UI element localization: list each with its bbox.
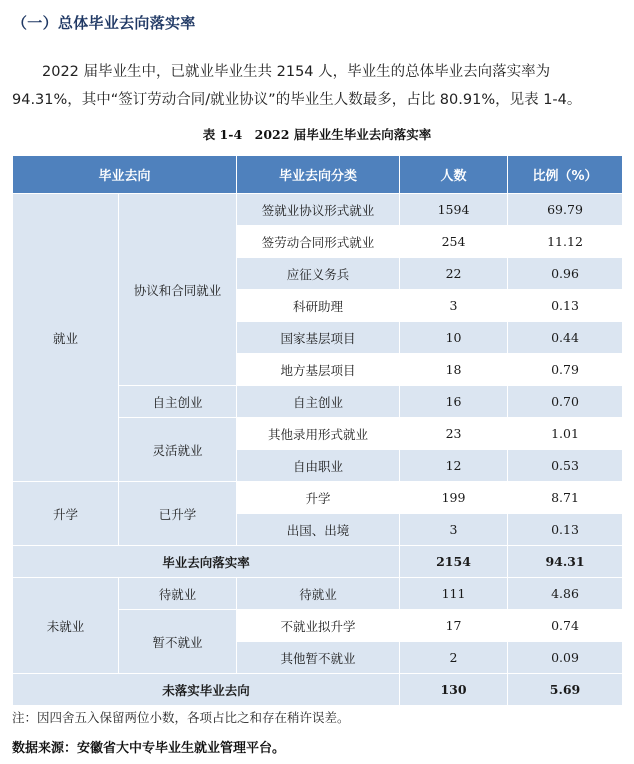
summary-count: 2154 xyxy=(400,546,508,578)
row-category: 科研助理 xyxy=(237,290,400,322)
row-ratio: 8.71 xyxy=(508,482,623,514)
row-category: 升学 xyxy=(237,482,400,514)
group-employed: 就业 xyxy=(13,194,119,482)
header-ratio: 比例（%） xyxy=(508,156,623,194)
table-row xyxy=(13,194,623,226)
row-count: 10 xyxy=(400,322,508,354)
row-ratio: 1.01 xyxy=(508,418,623,450)
section-heading: （一）总体毕业去向落实率 xyxy=(12,14,196,32)
placement-table xyxy=(12,155,623,706)
group-not-yet: 暂不就业 xyxy=(119,610,237,674)
summary-row-unplaced xyxy=(13,674,623,706)
row-ratio: 0.79 xyxy=(508,354,623,386)
row-count: 254 xyxy=(400,226,508,258)
row-category: 其他暂不就业 xyxy=(237,642,400,674)
row-count: 22 xyxy=(400,258,508,290)
row-ratio: 0.70 xyxy=(508,386,623,418)
row-category: 出国、出境 xyxy=(237,514,400,546)
row-count: 2 xyxy=(400,642,508,674)
row-category: 其他录用形式就业 xyxy=(237,418,400,450)
row-count: 111 xyxy=(400,578,508,610)
table-caption: 表 1-4 2022 届毕业生毕业去向落实率 xyxy=(202,127,432,142)
row-ratio: 4.86 xyxy=(508,578,623,610)
row-count: 23 xyxy=(400,418,508,450)
header-destination: 毕业去向 xyxy=(13,156,237,194)
row-count: 3 xyxy=(400,514,508,546)
row-ratio: 0.74 xyxy=(508,610,623,642)
row-category: 签就业协议形式就业 xyxy=(237,194,400,226)
row-category: 国家基层项目 xyxy=(237,322,400,354)
row-count: 18 xyxy=(400,354,508,386)
row-category: 签劳动合同形式就业 xyxy=(237,226,400,258)
row-ratio: 0.44 xyxy=(508,322,623,354)
row-category: 不就业拟升学 xyxy=(237,610,400,642)
row-ratio: 0.13 xyxy=(508,514,623,546)
group-contract: 协议和合同就业 xyxy=(119,194,237,386)
table-header-row xyxy=(13,156,623,194)
row-count: 16 xyxy=(400,386,508,418)
row-count: 3 xyxy=(400,290,508,322)
header-category: 毕业去向分类 xyxy=(237,156,400,194)
summary-ratio: 5.69 xyxy=(508,674,623,706)
row-ratio: 0.53 xyxy=(508,450,623,482)
row-category: 应征义务兵 xyxy=(237,258,400,290)
summary-label: 未落实毕业去向 xyxy=(13,674,400,706)
row-ratio: 0.13 xyxy=(508,290,623,322)
row-ratio: 0.96 xyxy=(508,258,623,290)
row-count: 12 xyxy=(400,450,508,482)
data-source: 数据来源：安徽省大中专毕业生就业管理平台。 xyxy=(12,741,286,756)
header-count: 人数 xyxy=(400,156,508,194)
row-count: 1594 xyxy=(400,194,508,226)
group-waiting: 待就业 xyxy=(119,578,237,610)
group-enrolled: 已升学 xyxy=(119,482,237,546)
row-category: 自主创业 xyxy=(237,386,400,418)
group-flexible: 灵活就业 xyxy=(119,418,237,482)
row-category: 地方基层项目 xyxy=(237,354,400,386)
summary-paragraph: 2022 届毕业生中，已就业毕业生共 2154 人，毕业生的总体毕业去向落实率为 94.31%，其中“签订劳动合同/就业协议”的毕业生人数最多，占比 80.91%，见表 1-4。 xyxy=(12,64,582,108)
row-count: 199 xyxy=(400,482,508,514)
summary-row-placed xyxy=(13,546,623,578)
summary-label: 毕业去向落实率 xyxy=(13,546,400,578)
table-row xyxy=(13,578,623,610)
group-further-study: 升学 xyxy=(13,482,119,546)
row-ratio: 11.12 xyxy=(508,226,623,258)
summary-count: 130 xyxy=(400,674,508,706)
row-count: 17 xyxy=(400,610,508,642)
row-ratio: 69.79 xyxy=(508,194,623,226)
row-ratio: 0.09 xyxy=(508,642,623,674)
row-category: 待就业 xyxy=(237,578,400,610)
group-self-employed: 自主创业 xyxy=(119,386,237,418)
table-note: 注：因四舍五入保留两位小数，各项占比之和存在稍许误差。 xyxy=(12,710,350,725)
group-unemployed: 未就业 xyxy=(13,578,119,674)
summary-ratio: 94.31 xyxy=(508,546,623,578)
table-row xyxy=(13,482,623,514)
row-category: 自由职业 xyxy=(237,450,400,482)
